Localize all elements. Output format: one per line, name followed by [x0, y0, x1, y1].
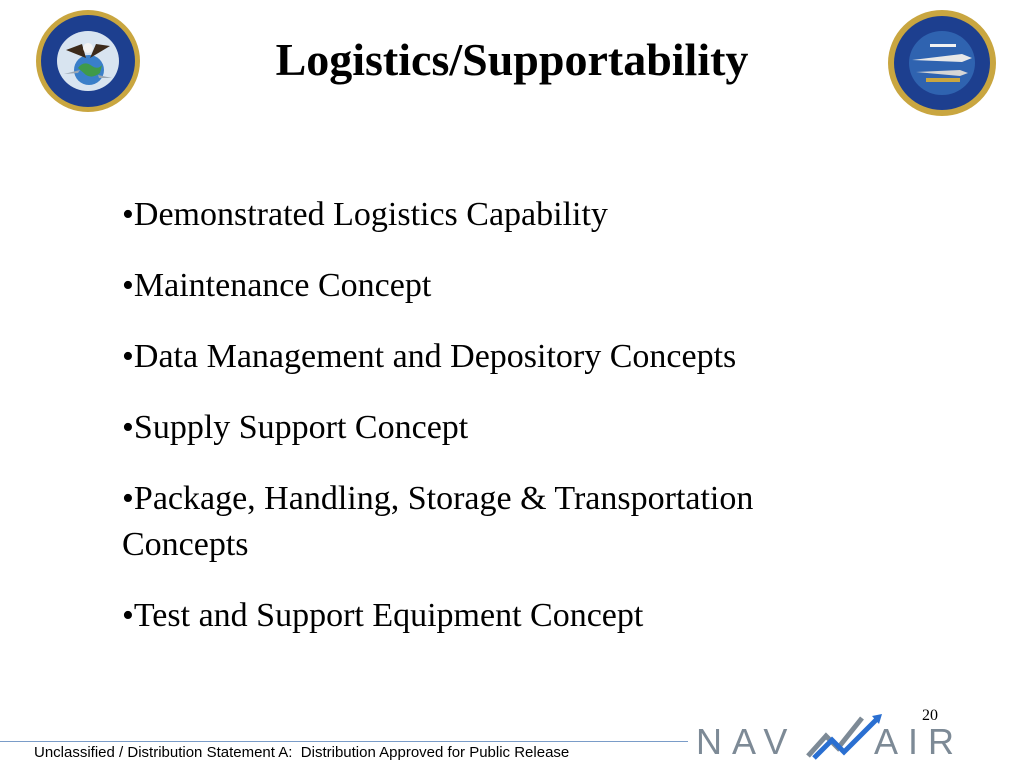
program-executive-office-seal-icon — [34, 8, 142, 114]
bullet-list — [122, 192, 882, 639]
distribution-statement: Unclassified / Distribution Statement A: Distribution Approved for Public Release — [34, 744, 570, 761]
bullet-item: •Test and Support Equipment Concept — [122, 597, 644, 634]
slide-title: Logistics/Supportability — [275, 34, 749, 85]
navair-logo-text-left: NAV — [696, 721, 798, 762]
aerial-target-decoy-seal-icon — [886, 8, 998, 118]
bullet-item: •Maintenance Concept — [122, 267, 432, 304]
bullet-item: •Package, Handling, Storage & Transportation Concepts — [122, 480, 754, 563]
bullet-item: •Demonstrated Logistics Capability — [122, 196, 608, 233]
navair-logo-icon — [696, 712, 976, 764]
bullet-item: •Data Management and Depository Concepts — [122, 338, 737, 375]
navair-logo-text-right: AIR — [874, 721, 965, 762]
footer-divider — [0, 741, 688, 742]
page-number: 20 — [922, 707, 938, 724]
bullet-item: •Supply Support Concept — [122, 409, 469, 446]
